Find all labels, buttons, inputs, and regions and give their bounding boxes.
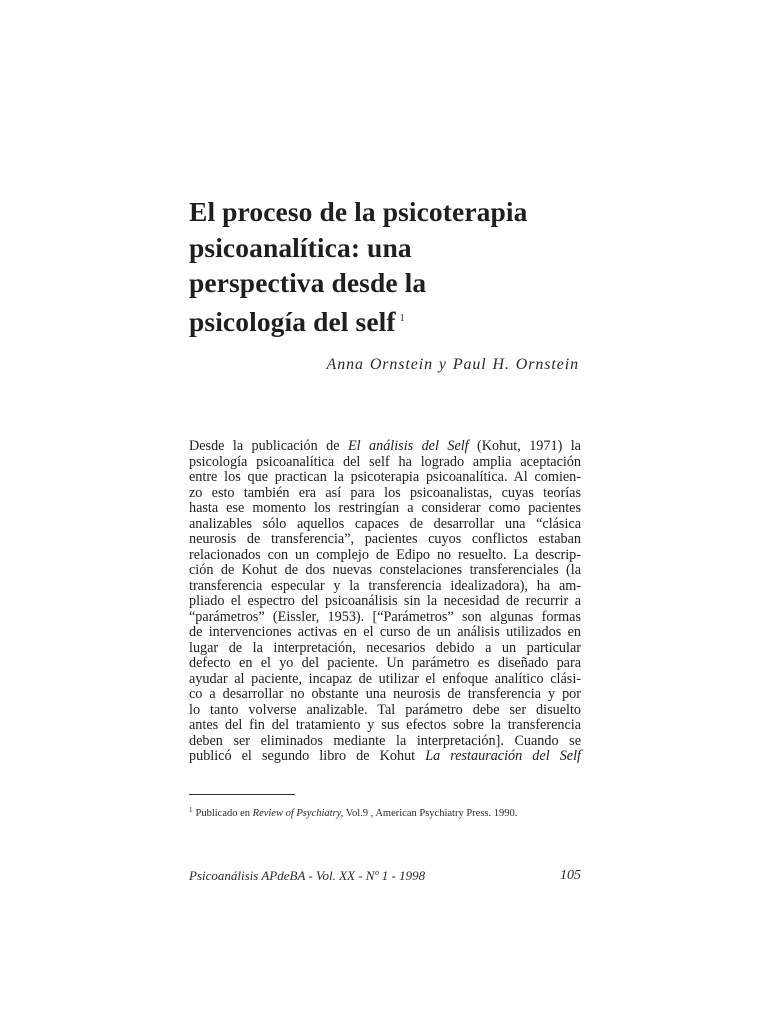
body-line [189,656,581,672]
body-text-segment: antes del fin del tratamiento y sus efectos sobre la transferencia [189,717,581,733]
body-line [189,470,581,486]
body-line [189,718,581,734]
body-text-segment: psicología psicoanalítica del self ha logrado amplia aceptación [189,453,581,470]
body-text-segment: pliado el espectro del psicoanálisis sin la necesidad de recurrir a [189,593,581,609]
body-line [189,439,581,455]
body-text-segment: neurosis de transferencia”, pacientes cuyos conflictos estaban [189,531,581,547]
body-line [189,625,581,641]
footnote-suffix: Vol.9 , American Psychiatry Press. 1990. [343,808,518,819]
body-line [189,594,581,610]
title-line-text: psicología del self [189,305,396,337]
body-text-segment: transferencia especular y la transferencia idealizadora), ha am- [189,577,581,594]
body-line [189,486,581,502]
body-line [189,501,581,517]
title-line-last [189,301,589,340]
footnote-mark: 1 [189,806,193,814]
body-line [189,610,581,626]
body-line [189,517,581,533]
body-text-segment: lo tanto volverse analizable. Tal parámetro debe ser disuelto [189,701,581,718]
article-authors: Anna Ornstein y Paul H. Ornstein [326,356,579,373]
body-text-segment: de intervenciones activas en el curso de un análisis utilizados en [189,624,581,640]
body-text-segment: deben ser eliminados mediante la interpretación]. Cuando se [189,732,581,749]
body-text-segment: ción de Kohut de dos nuevas constelaciones transferenciales (la [189,562,581,578]
footnote-divider [189,794,295,795]
body-text-segment: hasta ese momento los restringían a considerar como pacientes [189,500,581,516]
journal-citation: Psicoanálisis APdeBA - Vol. XX - Nº 1 - 1998 [189,868,426,883]
body-line [189,579,581,595]
body-line [189,548,581,564]
title-footnote-mark: 1 [399,312,405,324]
book-title: El análisis del Self [347,438,469,454]
body-text-segment: (Kohut, 1971) la [468,438,581,454]
title-line: psicoanalítica: una [189,231,412,263]
body-text-segment: publicó el segundo libro de Kohut [189,748,426,764]
body-text-segment: co a desarrollar no obstante una neurosis de transferencia y por [189,686,581,702]
page-number: 105 [560,868,581,883]
body-line [189,672,581,688]
body-line [189,455,581,471]
title-line: perspectiva desde la [189,267,427,298]
body-text-segment: analizables sólo aquellos capaces de desarrollar una “clásica [189,515,581,532]
footnote [189,806,517,819]
body-text-segment: relacionados con un complejo de Edipo no resuelto. La descrip- [189,546,581,563]
body-text-segment: zo esto también era así para los psicoanalistas, cuyas teorías [189,484,581,501]
body-text-segment: Desde la publicación de [189,438,348,454]
body-line [189,641,581,657]
body-text-segment: lugar de la interpretación, necesarios debido a un particular [189,639,581,656]
body-line [189,749,581,765]
book-title: La restauración del Self [425,748,581,764]
body-text-segment: entre los que practican la psicoterapia psicoanalítica. Al comien- [189,469,581,485]
body-line [189,563,581,579]
body-line [189,532,581,548]
article-body [189,439,581,765]
running-footer [189,868,581,884]
article-title [189,194,589,339]
footnote-prefix: Publicado en [195,808,253,819]
title-line: El proceso de la psicoterapia [189,196,528,227]
body-text-segment: “parámetros” (Eissler, 1953). [“Parámetros” son algunas formas [189,608,581,625]
body-line [189,703,581,719]
body-line [189,734,581,750]
body-text-segment: defecto en el yo del paciente. Un parámetro es diseñado para [189,655,581,671]
body-line [189,687,581,703]
footnote-source-title: Review of Psychiatry, [252,808,344,819]
body-text-segment: ayudar al paciente, incapaz de utilizar el enfoque analítico clási- [189,670,581,687]
